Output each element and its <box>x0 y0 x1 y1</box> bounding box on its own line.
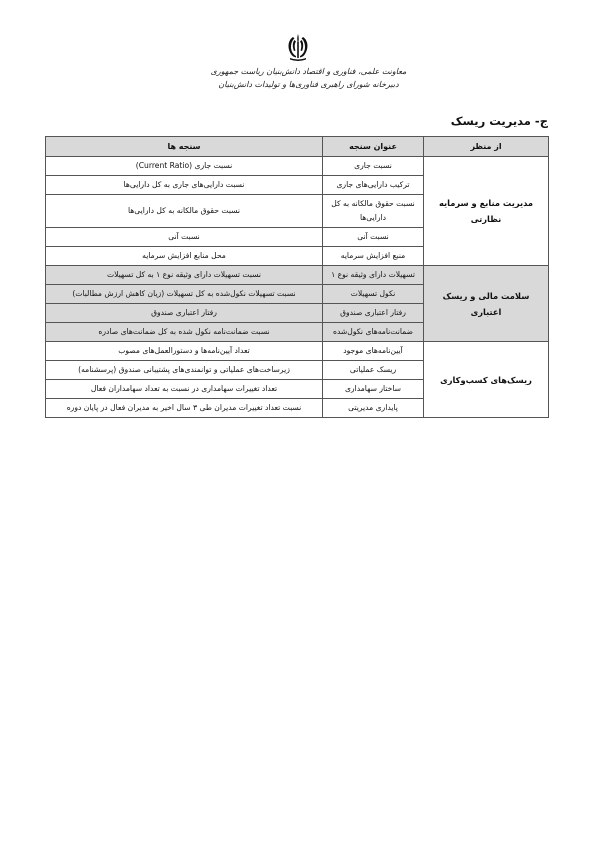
header-perspective: از منظر <box>424 137 549 157</box>
metric-title-cell: ضمانت‌نامه‌های نکول‌شده <box>323 323 424 342</box>
perspective-cell: مدیریت منابع و سرمایه نظارتی <box>424 157 549 266</box>
metric-title-cell: ساختار سهامداری <box>323 380 424 399</box>
indicator-cell: نسبت تسهیلات نکول‌شده به کل تسهیلات (زیان کاهش ارزش مطالبات) <box>46 285 323 304</box>
org-name-line-2: دبیرخانه شورای راهبری فناوری‌ها و تولیدات دانش‌بنیان <box>218 80 399 89</box>
org-name-line-1: معاونت علمی، فناوری و اقتصاد دانش‌بنیان ریاست جمهوری <box>210 67 407 76</box>
indicator-cell: نسبت جاری (Current Ratio) <box>46 157 323 176</box>
metric-title-cell: رفتار اعتباری صندوق <box>323 304 424 323</box>
metric-title-cell: پایداری مدیریتی <box>323 399 424 418</box>
iran-emblem-icon <box>284 32 312 62</box>
risk-management-table <box>45 136 549 418</box>
header-indicators: سنجه ها <box>46 137 323 157</box>
metric-title-cell: نسبت آنی <box>323 228 424 247</box>
header-metric-title: عنوان سنجه <box>323 137 424 157</box>
metric-title-cell: تسهیلات دارای وثیقه نوع ۱ <box>323 266 424 285</box>
indicator-cell: نسبت دارایی‌های جاری به کل دارایی‌ها <box>46 176 323 195</box>
metric-title-cell: ترکیب دارایی‌های جاری <box>323 176 424 195</box>
indicator-cell: تعداد آیین‌نامه‌ها و دستورالعمل‌های مصوب <box>46 342 323 361</box>
perspective-cell: ریسک‌های کسب‌وکاری <box>424 342 549 418</box>
indicator-cell: نسبت آنی <box>46 228 323 247</box>
table-row <box>46 342 549 361</box>
table-row <box>46 266 549 285</box>
perspective-cell: سلامت مالی و ریسک اعتباری <box>424 266 549 342</box>
metric-title-cell: نسبت حقوق مالکانه به کل دارایی‌ها <box>323 195 424 228</box>
indicator-cell: نسبت تعداد تغییرات مدیران طی ۳ سال اخیر به مدیران فعال در پایان دوره <box>46 399 323 418</box>
indicator-cell: تعداد تغییرات سهامداری در نسبت به تعداد سهامداران فعال <box>46 380 323 399</box>
table-header-row <box>46 137 549 157</box>
metric-title-cell: آیین‌نامه‌های موجود <box>323 342 424 361</box>
table-row <box>46 157 549 176</box>
indicator-cell: نسبت تسهیلات دارای وثیقه نوع ۱ به کل تسهیلات <box>46 266 323 285</box>
indicator-cell: نسبت حقوق مالکانه به کل دارایی‌ها <box>46 195 323 228</box>
metric-title-cell: ریسک عملیاتی <box>323 361 424 380</box>
indicator-cell: محل منابع افزایش سرمایه <box>46 247 323 266</box>
metric-title-cell: منبع افزایش سرمایه <box>323 247 424 266</box>
section-title: ج- مدیریت ریسک <box>450 114 548 128</box>
indicator-cell: نسبت ضمانت‌نامه نکول شده به کل ضمانت‌های صادره <box>46 323 323 342</box>
indicator-cell: رفتار اعتباری صندوق <box>46 304 323 323</box>
metric-title-cell: نسبت جاری <box>323 157 424 176</box>
indicator-cell: زیرساخت‌های عملیاتی و توانمندی‌های پشتیبانی صندوق (پرسشنامه) <box>46 361 323 380</box>
metric-title-cell: نکول تسهیلات <box>323 285 424 304</box>
page-header <box>0 32 595 91</box>
